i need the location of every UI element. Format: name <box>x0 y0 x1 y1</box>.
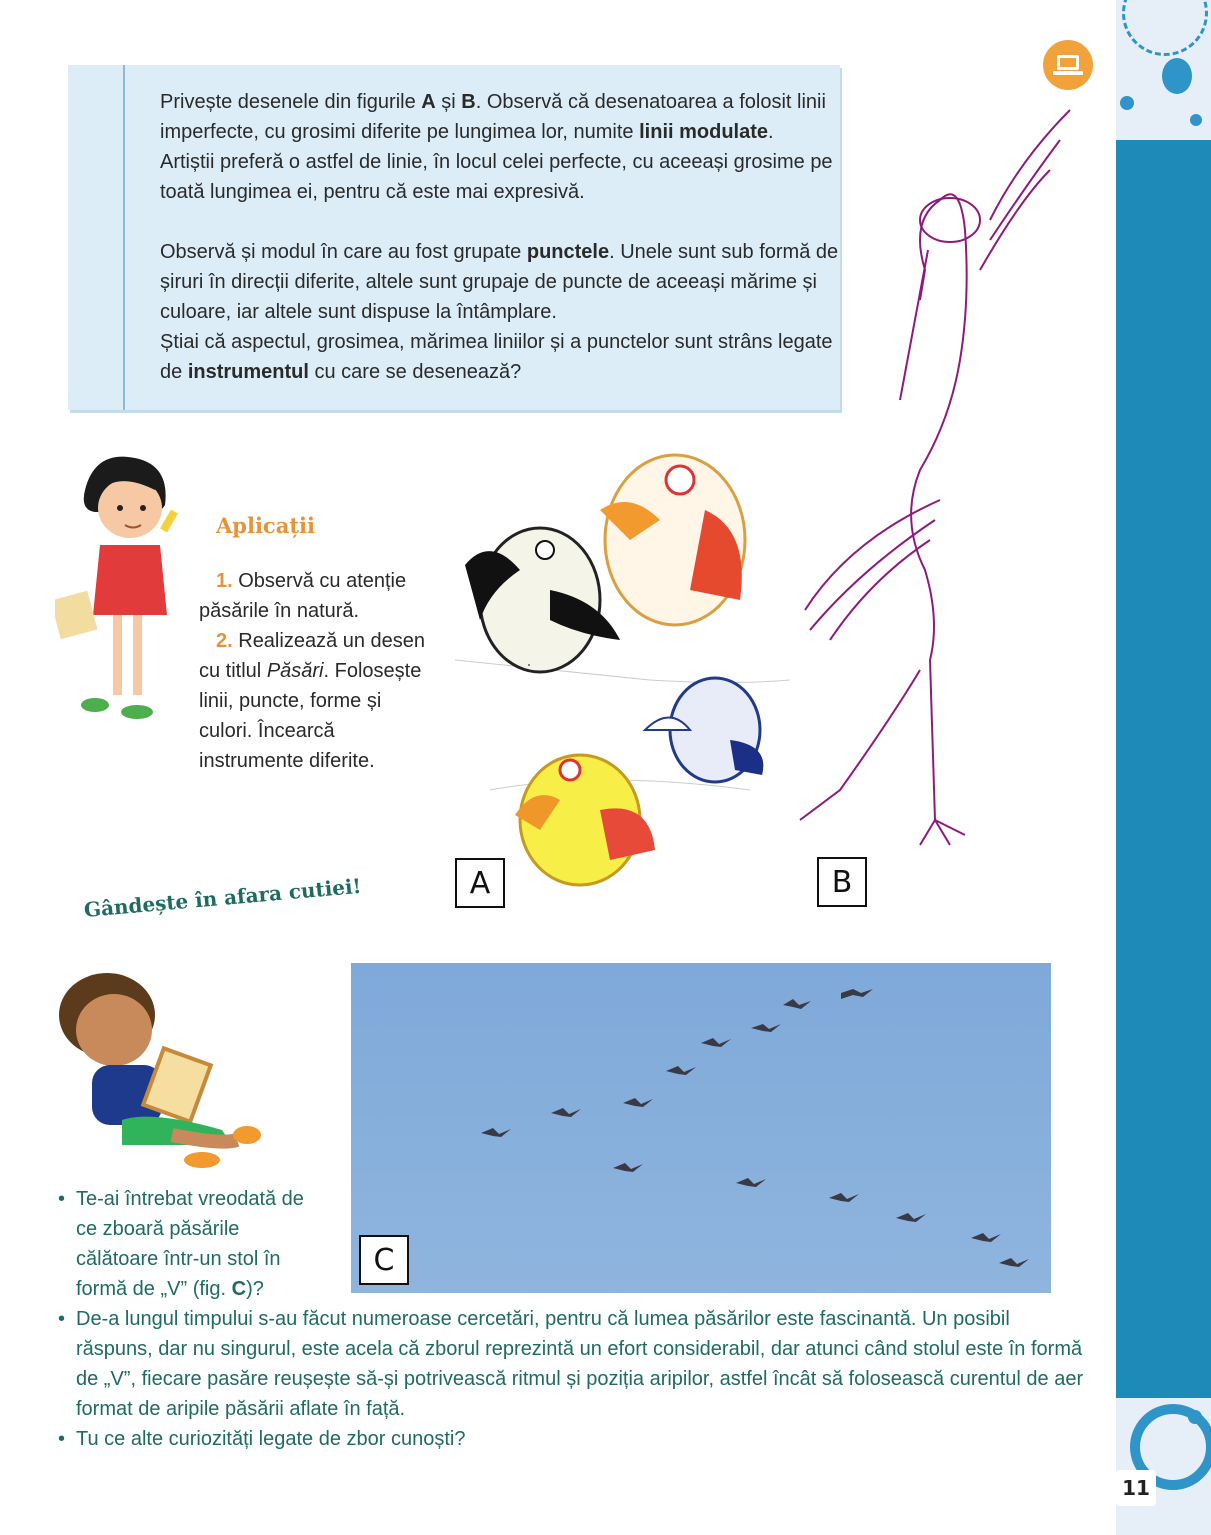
band-dot <box>1120 96 1134 110</box>
figure-a-label: A <box>455 858 505 908</box>
page-number: 11 <box>1116 1470 1156 1506</box>
band-dot <box>1190 114 1202 126</box>
band-dot <box>1188 1410 1202 1424</box>
girl-illustration <box>55 450 195 725</box>
decorative-band <box>1116 0 1211 1535</box>
bullet: • <box>58 1188 66 1210</box>
figure-c-label: C <box>359 1235 409 1285</box>
band-ring-top <box>1122 0 1208 56</box>
aplicatii-item-2: 2. Realizează un desen cu titlul Păsări. Folosește linii, puncte, forme și culori. Încearcă instrumente diferite. <box>199 630 426 772</box>
paragraph-explanation <box>58 1304 1088 1424</box>
question-3-text: Tu ce alte curiozități legate de zbor cunoști? <box>76 1428 466 1450</box>
aplicatii-heading: Aplicații <box>216 513 315 538</box>
aplicatii-item-1: 1. Observă cu atenție păsările în natură. <box>199 570 407 622</box>
figure-a-birds-drawing <box>450 430 795 910</box>
aplicatii-list <box>199 566 439 776</box>
question-3 <box>58 1424 1088 1454</box>
note-paragraph-3: Observă și modul în care au fost grupate punctele. Unele sunt sub formă de șiruri în direcții diferite, altele sunt grupaje de puncte de aceeași mărime și culoare, iar altele sunt dispuse la întâmplare. <box>160 241 839 323</box>
figure-b-label: B <box>817 857 867 907</box>
note-paragraph-1: Privește desenele din figurile A și B. Observă că desenatoarea a folosit linii imperfecte, cu grosimi diferite pe lungimea lor, numite linii modulate. <box>160 91 826 143</box>
boy-illustration <box>52 970 262 1170</box>
band-blue-strip <box>1116 140 1211 1398</box>
figure-c-flock-photo <box>351 963 1051 1293</box>
info-note-box <box>68 65 840 410</box>
explanation-text: De-a lungul timpului s-au făcut numeroase cercetări, pentru că lumea păsărilor este fascinantă. Un posibil răspuns, dar nu singurul, este acela că zborul reprezintă un efort considerabil, dar atunci când stolul este în formă de „V”, fiecare pasăre reușește să-și potrivească ritmul și poziția aripilor, astfel încât să folosească curentul de aer format de aripile păsării aflate în față. <box>76 1308 1084 1420</box>
question-1 <box>58 1184 308 1304</box>
bullet: • <box>58 1428 66 1450</box>
note-margin-rule <box>123 65 125 410</box>
note-paragraph-2: Artiștii preferă o astfel de linie, în locul celei perfecte, cu aceeași grosime pe toată lungimea ei, pentru că este mai expresivă. <box>160 151 833 203</box>
laptop-icon[interactable] <box>1043 40 1093 90</box>
think-outside-heading: Gândește în afara cutiei! <box>82 873 363 922</box>
figure-b-crane-drawing <box>790 100 1080 900</box>
note-paragraph-4: Știai că aspectul, grosimea, mărimea liniilor și a punctelor sunt strâns legate de instrumentul cu care se desenează? <box>160 331 833 383</box>
band-dot <box>1162 58 1192 94</box>
question-1-text: Te-ai întrebat vreodată de ce zboară păsările călătoare într-un stol în formă de „V” (fig. C)? <box>76 1188 304 1300</box>
bullet: • <box>58 1308 66 1330</box>
